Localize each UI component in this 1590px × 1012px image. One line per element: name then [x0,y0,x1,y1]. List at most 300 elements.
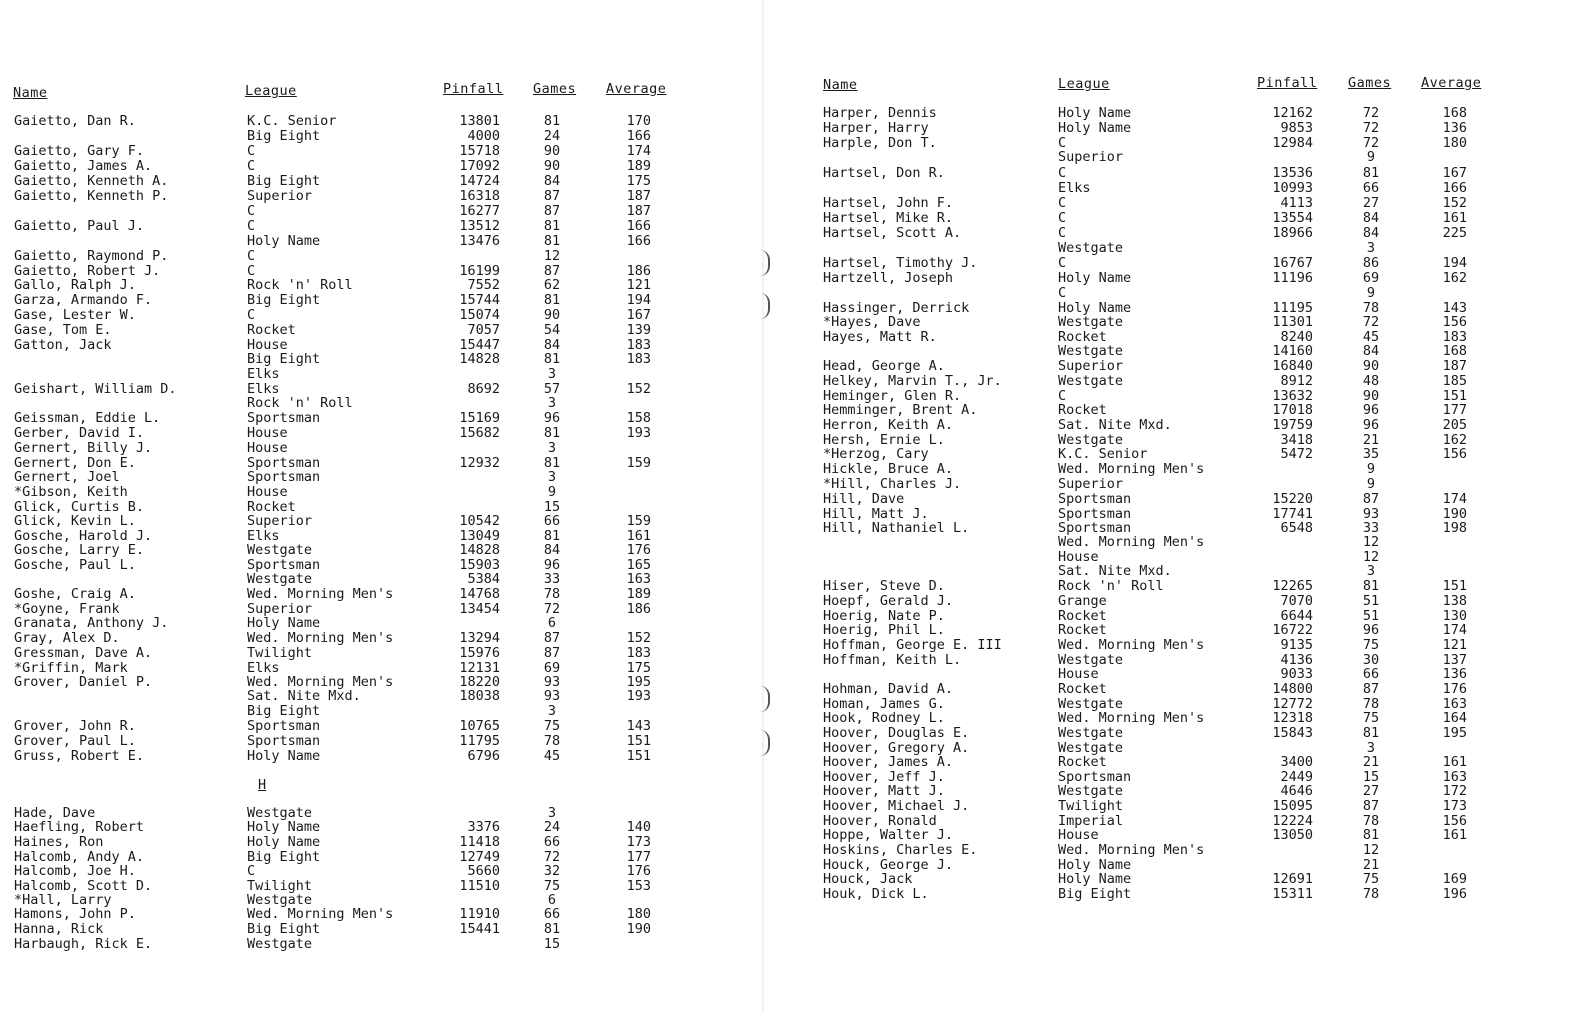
games-value: 93 [543,688,561,704]
league-name: House [1058,549,1099,565]
pinfall-value: 17018 [1272,402,1313,418]
average-value: 163 [626,571,651,587]
games-value: 75 [543,718,561,734]
average-value: 151 [626,748,651,764]
average-value: 176 [626,542,651,558]
games-value: 81 [543,218,561,234]
pinfall-value: 4646 [1280,783,1313,799]
bowler-name: Granata, Anthony J. [14,615,169,631]
games-value: 78 [543,586,561,602]
average-value: 173 [626,834,651,850]
league-name: C [1058,135,1067,151]
average-value: 159 [626,455,651,471]
bowler-name: Hoppe, Walter J. [823,827,954,843]
average-value: 166 [626,218,651,234]
league-name: Big Eight [247,128,321,144]
games-value: 75 [543,878,561,894]
league-name: Superior [247,513,313,529]
league-name: Big Eight [247,921,321,937]
games-value: 84 [1362,210,1380,226]
league-name: Holy Name [1058,300,1132,316]
games-value: 3 [1366,563,1376,579]
pinfall-value: 16722 [1272,622,1313,638]
bowler-name: Hanna, Rick [14,921,104,937]
average-value: 163 [1442,769,1467,785]
pinfall-value: 14828 [459,351,500,367]
bowler-name: Halcomb, Joe H. [14,863,136,879]
league-name: Rocket [247,499,296,515]
league-name: Elks [1058,180,1091,196]
league-name: Holy Name [247,834,321,850]
league-name: C [247,248,256,264]
bowler-name: Hartsel, Mike R. [823,210,954,226]
games-value: 21 [1362,857,1380,873]
league-name: Sportsman [247,455,321,471]
games-value: 3 [1366,740,1376,756]
average-value: 176 [626,863,651,879]
games-value: 66 [543,513,561,529]
pinfall-value: 8692 [467,381,500,397]
bowler-name: Hoerig, Phil L. [823,622,945,638]
pinfall-value: 4113 [1280,195,1313,211]
league-name: Rocket [1058,681,1107,697]
bowler-name: Head, George A. [823,358,945,374]
bowler-name: Harple, Don T. [823,135,937,151]
average-value: 159 [626,513,651,529]
pinfall-value: 6644 [1280,608,1313,624]
bowler-name: Hoover, Ronald [823,813,937,829]
pinfall-value: 10993 [1272,180,1313,196]
league-name: Holy Name [247,748,321,764]
games-value: 15 [543,936,561,952]
pinfall-value: 13294 [459,630,500,646]
games-value: 81 [1362,578,1380,594]
average-value: 174 [1442,622,1467,638]
bowler-name: Halcomb, Andy A. [14,849,145,865]
bowler-name: Hill, Matt J. [823,506,929,522]
games-value: 86 [1362,255,1380,271]
league-name: C [247,307,256,323]
bowler-name: Gernert, Joel [14,469,120,485]
pinfall-value: 14800 [1272,681,1313,697]
average-value: 166 [626,128,651,144]
games-value: 81 [543,425,561,441]
bowler-name: Haines, Ron [14,834,104,850]
average-value: 177 [626,849,651,865]
bowler-name: *Gibson, Keith [14,484,128,500]
name-header: Name [13,85,48,101]
games-value: 33 [1362,520,1380,536]
league-name: Westgate [1058,740,1124,756]
bowler-name: Gosche, Harold J. [14,528,153,544]
average-value: 167 [1442,165,1467,181]
games-value: 87 [1362,681,1380,697]
league-name: Holy Name [1058,105,1132,121]
league-name: Twilight [247,645,313,661]
league-name: Westgate [247,542,313,558]
average-value: 185 [1442,373,1467,389]
games-value: 32 [543,863,561,879]
games-value: 72 [1362,120,1380,136]
pinfall-value: 11418 [459,834,500,850]
league-header: League [1058,76,1110,92]
bowler-name: Hoffman, Keith L. [823,652,962,668]
average-value: 143 [626,718,651,734]
pinfall-value: 15447 [459,337,500,353]
bowler-name: Houck, George J. [823,857,954,873]
league-name: Sportsman [1058,520,1132,536]
average-value: 190 [626,921,651,937]
pinfall-value: 6796 [467,748,500,764]
average-value: 137 [1442,652,1467,668]
games-value: 57 [543,381,561,397]
games-value: 9 [1366,285,1376,301]
pinfall-value: 17741 [1272,506,1313,522]
league-name: Sat. Nite Mxd. [247,688,361,704]
bowler-name: Gosche, Paul L. [14,557,136,573]
league-name: Sat. Nite Mxd. [1058,417,1172,433]
pinfall-value: 12224 [1272,813,1313,829]
games-value: 87 [543,645,561,661]
games-value: 81 [1362,165,1380,181]
league-name: Rocket [1058,754,1107,770]
bowler-name: Gallo, Ralph J. [14,277,136,293]
average-value: 136 [1442,666,1467,682]
league-name: Wed. Morning Men's [1058,842,1205,858]
games-value: 54 [543,322,561,338]
section-letter-h: H [258,777,267,793]
league-name: Westgate [1058,652,1124,668]
average-value: 183 [626,645,651,661]
games-value: 6 [547,615,557,631]
games-value: 9 [1366,476,1376,492]
league-name: Sportsman [1058,491,1132,507]
average-value: 152 [626,630,651,646]
games-value: 12 [543,248,561,264]
bowler-name: Houk, Dick L. [823,886,929,902]
games-value: 72 [1362,135,1380,151]
pinfall-value: 18038 [459,688,500,704]
games-value: 81 [543,921,561,937]
games-value: 27 [1362,195,1380,211]
games-value: 78 [1362,300,1380,316]
league-header: League [245,83,297,99]
pinfall-value: 13454 [459,601,500,617]
pinfall-value: 10542 [459,513,500,529]
games-value: 90 [1362,388,1380,404]
games-value: 93 [1362,506,1380,522]
games-value: 81 [1362,725,1380,741]
league-name: Westgate [1058,696,1124,712]
bowler-name: Gaietto, Dan R. [14,113,136,129]
pinfall-value: 12691 [1272,871,1313,887]
bowler-name: Gray, Alex D. [14,630,120,646]
games-value: 84 [1362,225,1380,241]
games-value: 12 [1362,534,1380,550]
average-value: 162 [1442,270,1467,286]
pinfall-value: 4136 [1280,652,1313,668]
average-value: 180 [626,906,651,922]
binder-ring-3 [760,686,770,712]
average-value: 152 [1442,195,1467,211]
games-value: 96 [1362,622,1380,638]
average-value: 158 [626,410,651,426]
average-value: 164 [1442,710,1467,726]
bowler-name: Hoover, James A. [823,754,954,770]
games-value: 87 [543,188,561,204]
average-value: 194 [1442,255,1467,271]
binder-ring-4 [760,730,770,756]
games-value: 81 [543,113,561,129]
average-value: 156 [1442,314,1467,330]
average-value: 161 [1442,754,1467,770]
league-name: K.C. Senior [1058,446,1148,462]
bowler-name: Hemminger, Brent A. [823,402,978,418]
games-value: 87 [543,203,561,219]
bowler-name: Gaietto, Kenneth P. [14,188,169,204]
bowler-name: Hartzell, Joseph [823,270,954,286]
bowler-name: Hook, Rodney L. [823,710,945,726]
bowler-name: Gernert, Billy J. [14,440,153,456]
pinfall-header: Pinfall [1257,75,1318,91]
average-value: 193 [626,688,651,704]
pinfall-value: 13632 [1272,388,1313,404]
league-name: Holy Name [1058,857,1132,873]
bowler-name: *Hall, Larry [14,892,112,908]
games-value: 3 [547,395,557,411]
league-name: Rocket [247,322,296,338]
bowler-name: Gaietto, Raymond P. [14,248,169,264]
pinfall-value: 15220 [1272,491,1313,507]
league-name: Grange [1058,593,1107,609]
games-value: 27 [1362,783,1380,799]
games-value: 84 [543,337,561,353]
average-value: 166 [1442,180,1467,196]
bowler-name: Hassinger, Derrick [823,300,970,316]
games-value: 9 [1366,461,1376,477]
games-value: 75 [1362,871,1380,887]
league-name: Westgate [247,936,313,952]
average-value: 174 [1442,491,1467,507]
league-name: Big Eight [247,703,321,719]
right-page [790,0,1590,1012]
pinfall-value: 7552 [467,277,500,293]
bowler-name: Gruss, Robert E. [14,748,145,764]
average-value: 165 [626,557,651,573]
average-value: 172 [1442,783,1467,799]
average-value: 136 [1442,120,1467,136]
games-value: 21 [1362,754,1380,770]
bowler-name: Hayes, Matt R. [823,329,937,345]
league-name: Wed. Morning Men's [247,586,394,602]
average-value: 161 [1442,827,1467,843]
league-name: Wed. Morning Men's [247,906,394,922]
bowler-name: Hoskins, Charles E. [823,842,978,858]
league-name: Sportsman [247,410,321,426]
bowler-name: Geishart, William D. [14,381,177,397]
games-value: 75 [1362,710,1380,726]
bowler-name: Hoepf, Gerald J. [823,593,954,609]
bowler-name: *Griffin, Mark [14,660,128,676]
average-value: 225 [1442,225,1467,241]
pinfall-value: 11196 [1272,270,1313,286]
games-value: 51 [1362,593,1380,609]
average-value: 168 [1442,343,1467,359]
games-value: 90 [1362,358,1380,374]
average-value: 167 [626,307,651,323]
league-name: Holy Name [1058,270,1132,286]
games-value: 72 [543,601,561,617]
pinfall-value: 15682 [459,425,500,441]
league-name: Big Eight [247,849,321,865]
pinfall-value: 12162 [1272,105,1313,121]
league-name: Sportsman [247,733,321,749]
games-header: Games [533,81,577,97]
league-name: C [1058,165,1067,181]
league-name: Twilight [1058,798,1124,814]
pinfall-value: 13476 [459,233,500,249]
games-value: 84 [543,542,561,558]
league-name: C [1058,195,1067,211]
bowler-name: Glick, Kevin L. [14,513,136,529]
bowler-name: Harper, Dennis [823,105,937,121]
league-name: Rocket [1058,608,1107,624]
league-name: Elks [247,528,280,544]
league-name: C [247,203,256,219]
pinfall-value: 5384 [467,571,500,587]
games-value: 24 [543,128,561,144]
league-name: House [1058,666,1099,682]
bowler-name: Helkey, Marvin T., Jr. [823,373,1002,389]
bowler-name: Hill, Dave [823,491,905,507]
pinfall-value: 15441 [459,921,500,937]
league-name: House [1058,827,1099,843]
bowler-name: Homan, James G. [823,696,945,712]
league-name: Wed. Morning Men's [247,674,394,690]
bowler-name: Hersh, Ernie L. [823,432,945,448]
average-value: 152 [626,381,651,397]
games-value: 35 [1362,446,1380,462]
league-name: House [247,337,288,353]
bowler-name: Hoerig, Nate P. [823,608,945,624]
average-value: 187 [626,188,651,204]
bowler-name: Hill, Nathaniel L. [823,520,970,536]
games-value: 3 [547,805,557,821]
pinfall-value: 18220 [459,674,500,690]
average-value: 176 [1442,681,1467,697]
games-value: 96 [543,557,561,573]
league-name: C [247,158,256,174]
bowler-name: Hohman, David A. [823,681,954,697]
league-name: Twilight [247,878,313,894]
games-value: 30 [1362,652,1380,668]
league-name: C [247,263,256,279]
bowler-name: Hade, Dave [14,805,96,821]
league-name: Sportsman [247,718,321,734]
games-value: 96 [1362,402,1380,418]
bowler-name: Gaietto, James A. [14,158,153,174]
league-name: Elks [247,366,280,382]
games-value: 21 [1362,432,1380,448]
games-value: 9 [547,484,557,500]
games-value: 3 [547,469,557,485]
bowler-name: Hartsel, Timothy J. [823,255,978,271]
pinfall-value: 15976 [459,645,500,661]
pinfall-value: 11510 [459,878,500,894]
bowler-name: Gaietto, Paul J. [14,218,145,234]
pinfall-value: 13049 [459,528,500,544]
pinfall-value: 14724 [459,173,500,189]
pinfall-value: 14828 [459,542,500,558]
league-name: Holy Name [247,233,321,249]
pinfall-value: 15074 [459,307,500,323]
bowler-name: Hoover, Jeff J. [823,769,945,785]
pinfall-value: 16840 [1272,358,1313,374]
league-name: Wed. Morning Men's [247,630,394,646]
pinfall-value: 15718 [459,143,500,159]
league-name: Westgate [1058,783,1124,799]
pinfall-value: 13512 [459,218,500,234]
games-value: 96 [1362,417,1380,433]
games-value: 3 [1366,240,1376,256]
league-name: Sportsman [1058,506,1132,522]
pinfall-value: 5472 [1280,446,1313,462]
league-name: Rock 'n' Roll [247,277,353,293]
pinfall-value: 8912 [1280,373,1313,389]
pinfall-value: 3400 [1280,754,1313,770]
bowler-name: Geissman, Eddie L. [14,410,161,426]
average-value: 189 [626,158,651,174]
average-value: 161 [626,528,651,544]
games-value: 6 [547,892,557,908]
average-value: 186 [626,263,651,279]
league-name: C [1058,388,1067,404]
name-header: Name [823,77,858,93]
games-value: 87 [1362,798,1380,814]
pinfall-value: 12265 [1272,578,1313,594]
average-value: 183 [1442,329,1467,345]
binder-ring-2 [760,293,770,319]
average-value: 121 [1442,637,1467,653]
average-value: 198 [1442,520,1467,536]
bowler-name: Gaietto, Robert J. [14,263,161,279]
league-name: Holy Name [1058,871,1132,887]
league-name: Big Eight [247,292,321,308]
league-name: Westgate [1058,314,1124,330]
average-value: 183 [626,351,651,367]
league-name: Westgate [1058,240,1124,256]
pinfall-value: 15311 [1272,886,1313,902]
games-value: 3 [547,366,557,382]
average-value: 151 [1442,388,1467,404]
games-value: 87 [1362,491,1380,507]
games-value: 90 [543,158,561,174]
league-name: Rocket [1058,402,1107,418]
games-value: 81 [543,233,561,249]
bowler-name: Grover, Daniel P. [14,674,153,690]
games-value: 84 [543,173,561,189]
average-value: 177 [1442,402,1467,418]
bowler-name: Gosche, Larry E. [14,542,145,558]
league-name: C [1058,285,1067,301]
pinfall-value: 3418 [1280,432,1313,448]
bowler-name: Herron, Keith A. [823,417,954,433]
bowler-name: Hoover, Gregory A. [823,740,970,756]
pinfall-value: 7070 [1280,593,1313,609]
league-name: Westgate [247,805,313,821]
league-name: C [247,143,256,159]
games-value: 81 [543,528,561,544]
